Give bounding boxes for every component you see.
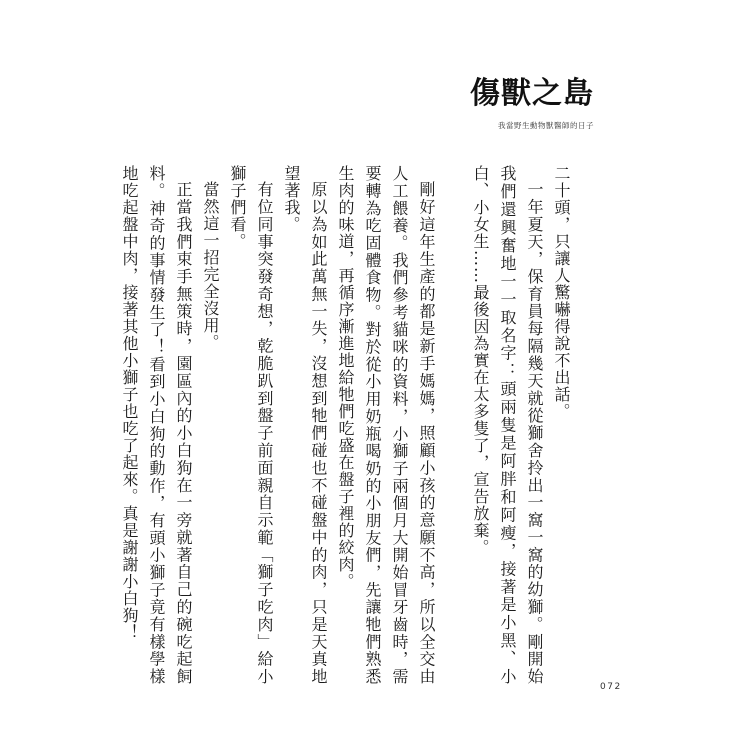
- book-subtitle: 我當野生動物獸醫師的日子: [498, 121, 594, 130]
- paragraph: 當然這一招完全沒用。: [201, 181, 220, 351]
- paragraph: 正當我們束手無策時，園區內的小白狗在一旁就著自己的碗吃起飼料。神奇的事情發生了！看到小白狗的動作，有頭小獅子竟有樣學樣地吃起盤中肉，接著其他小獅子也吃了起來。真是謝謝小白狗！: [120, 165, 193, 685]
- running-header: [470, 76, 594, 131]
- paragraph: 剛好這年生產的都是新手媽媽，照顧小孩的意願不高，所以全交由人工餵養。我們參考貓咪的資料，小獅子兩個月大開始冒牙齒時，需要轉為吃固體食物。對於從小用奶瓶喝奶的小朋友們，先讓牠們熟悉生肉的味道，再循序漸進地給牠們吃盛在盤子裡的絞肉。: [336, 165, 436, 685]
- paragraph: 二十頭，只讓人驚嚇得說不出話。: [552, 165, 571, 420]
- book-title-logo: 傷獸之島: [470, 76, 594, 111]
- paragraph: 原以為如此萬無一失，沒想到牠們碰也不碰盤中的肉，只是天真地望著我。: [282, 165, 328, 685]
- paragraph: 一年夏天，保育員每隔幾天就從獅舍拎出一窩一窩的幼獅。剛開始我們還興奮地一一取名字：頭兩隻是阿胖和阿瘦，接著是小黑、小白、小女生……最後因為實在太多隻了，宣告放棄。: [471, 165, 544, 685]
- vertical-body-text: [116, 165, 575, 685]
- paragraph: 有位同事突發奇想，乾脆趴到盤子前面親自示範「獅子吃肉」給小獅子們看。: [228, 165, 274, 685]
- page-number: 072: [600, 682, 622, 692]
